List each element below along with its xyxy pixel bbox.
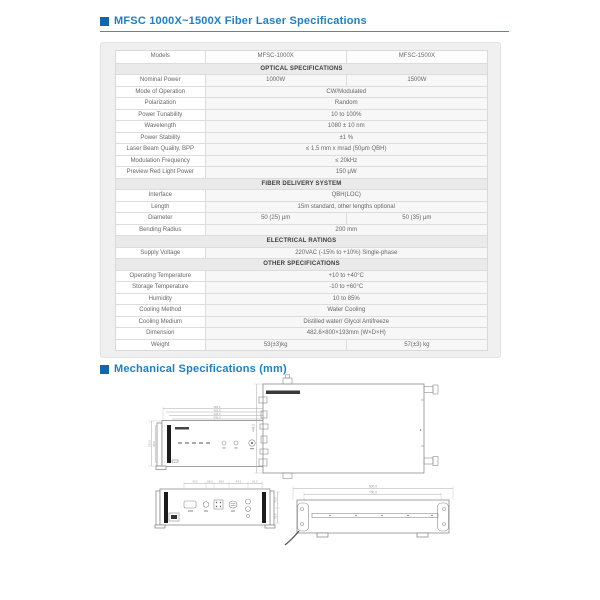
side-view-drawing <box>285 485 453 545</box>
row-value: ≤ 1.5 mm x mrad (50μm QBH) <box>205 144 487 155</box>
row-label: Nominal Power <box>116 75 205 86</box>
row-label: Models <box>116 51 205 63</box>
row-value: 1500W <box>346 75 487 86</box>
row-value: QBH(LOC) <box>205 190 487 201</box>
row-label: Laser Beam Quality, BPP <box>116 144 205 155</box>
fiber-output-bar <box>266 391 300 395</box>
row-label: Wavelength <box>116 121 205 132</box>
row-value: 50 (35) μm <box>346 213 487 224</box>
dim-label: 81.5 <box>252 479 258 484</box>
row-label: Modulation Frequency <box>116 156 205 167</box>
row-value: CW/Modulated <box>205 87 487 98</box>
dim-label: 193.0 <box>147 440 152 447</box>
row-label: Cooling Method <box>116 305 205 316</box>
dim-label: 448.0 <box>251 424 256 432</box>
row-value: 10 to 85% <box>205 294 487 305</box>
row-value: MFSC-1500X <box>346 51 487 63</box>
row-value: 53(±3)kg <box>205 340 346 351</box>
row-value: 482.6×800×193mm (W×D×H) <box>205 328 487 339</box>
row-label: Preview Red Light Power <box>116 167 205 178</box>
section-header: FIBER DELIVERY SYSTEM <box>261 180 342 187</box>
row-label: Length <box>116 202 205 213</box>
row-label: Power Tunability <box>116 110 205 121</box>
row-value: 15m standard, other lengths optional <box>205 202 487 213</box>
dim-label: 43.5 <box>192 479 198 484</box>
row-value: 1000W <box>205 75 346 86</box>
row-value: +10 to +40°C <box>205 271 487 282</box>
row-value: 1080 ± 10 nm <box>205 121 487 132</box>
row-value: 57(±3) kg <box>346 340 487 351</box>
row-label: Storage Temperature <box>116 282 205 293</box>
row-label: Dimension <box>116 328 205 339</box>
dim-label: 59.0 <box>218 479 225 484</box>
row-label: Weight <box>116 340 205 351</box>
dim-label: 430.0 <box>213 415 221 420</box>
dim-label: 43.5 <box>235 479 242 484</box>
mech-title: Mechanical Specifications (mm) <box>114 363 287 375</box>
row-value: 150 μW <box>205 167 487 178</box>
row-value: MFSC-1000X <box>205 51 346 63</box>
row-label: Diameter <box>116 213 205 224</box>
row-value: Water Cooling <box>205 305 487 316</box>
row-value: 220VAC (-15% to +10%) Single-phase <box>205 248 487 259</box>
row-label: Polarization <box>116 98 205 109</box>
dim-label: 448.0 <box>213 411 221 416</box>
section-header: ELECTRICAL RATINGS <box>266 238 337 244</box>
row-label: Bending Radius <box>116 225 205 236</box>
dim-label: 482.6 <box>213 404 221 409</box>
row-value: ≤ 20kHz <box>205 156 487 167</box>
row-value: 10 to 100% <box>205 110 487 121</box>
row-label: Humidity <box>116 294 205 305</box>
section-header: OTHER SPECIFICATIONS <box>263 261 340 267</box>
brand-logo <box>175 427 189 430</box>
row-value: ±1 % <box>205 133 487 144</box>
row-value: 50 (25) μm <box>205 213 346 224</box>
dim-label: 700.0 <box>369 490 377 495</box>
dim-label: 800.0 <box>369 484 377 489</box>
row-label: Supply Voltage <box>116 248 205 259</box>
dim-label: 56.5 <box>273 513 278 519</box>
dim-label: 76.0 <box>273 497 278 503</box>
row-label: Operating Temperature <box>116 271 205 282</box>
row-label: Mode of Operation <box>116 87 205 98</box>
row-value: -10 to +60°C <box>205 282 487 293</box>
dim-label: 465.0 <box>213 408 221 413</box>
row-value: 200 mm <box>205 225 487 236</box>
top-view-drawing <box>252 375 439 479</box>
rear-handle-left <box>164 492 168 523</box>
row-label: Power Stability <box>116 133 205 144</box>
row-value: Distilled water/ Glycol Antifreeze <box>205 317 487 328</box>
rear-handle-right <box>262 492 266 523</box>
front-handle-left <box>167 425 171 463</box>
dim-label: 88.9 <box>152 441 156 447</box>
row-label: Cooling Medium <box>116 317 205 328</box>
rear-view-drawing <box>155 479 280 528</box>
row-value: Random <box>205 98 487 109</box>
row-label: Interface <box>116 190 205 201</box>
section-header: OPTICAL SPECIFICATIONS <box>260 65 343 72</box>
dim-label: 58.0 <box>207 479 213 484</box>
page-title: MFSC 1000X~1500X Fiber Laser Specifications <box>114 15 367 27</box>
output-cable <box>285 531 299 545</box>
